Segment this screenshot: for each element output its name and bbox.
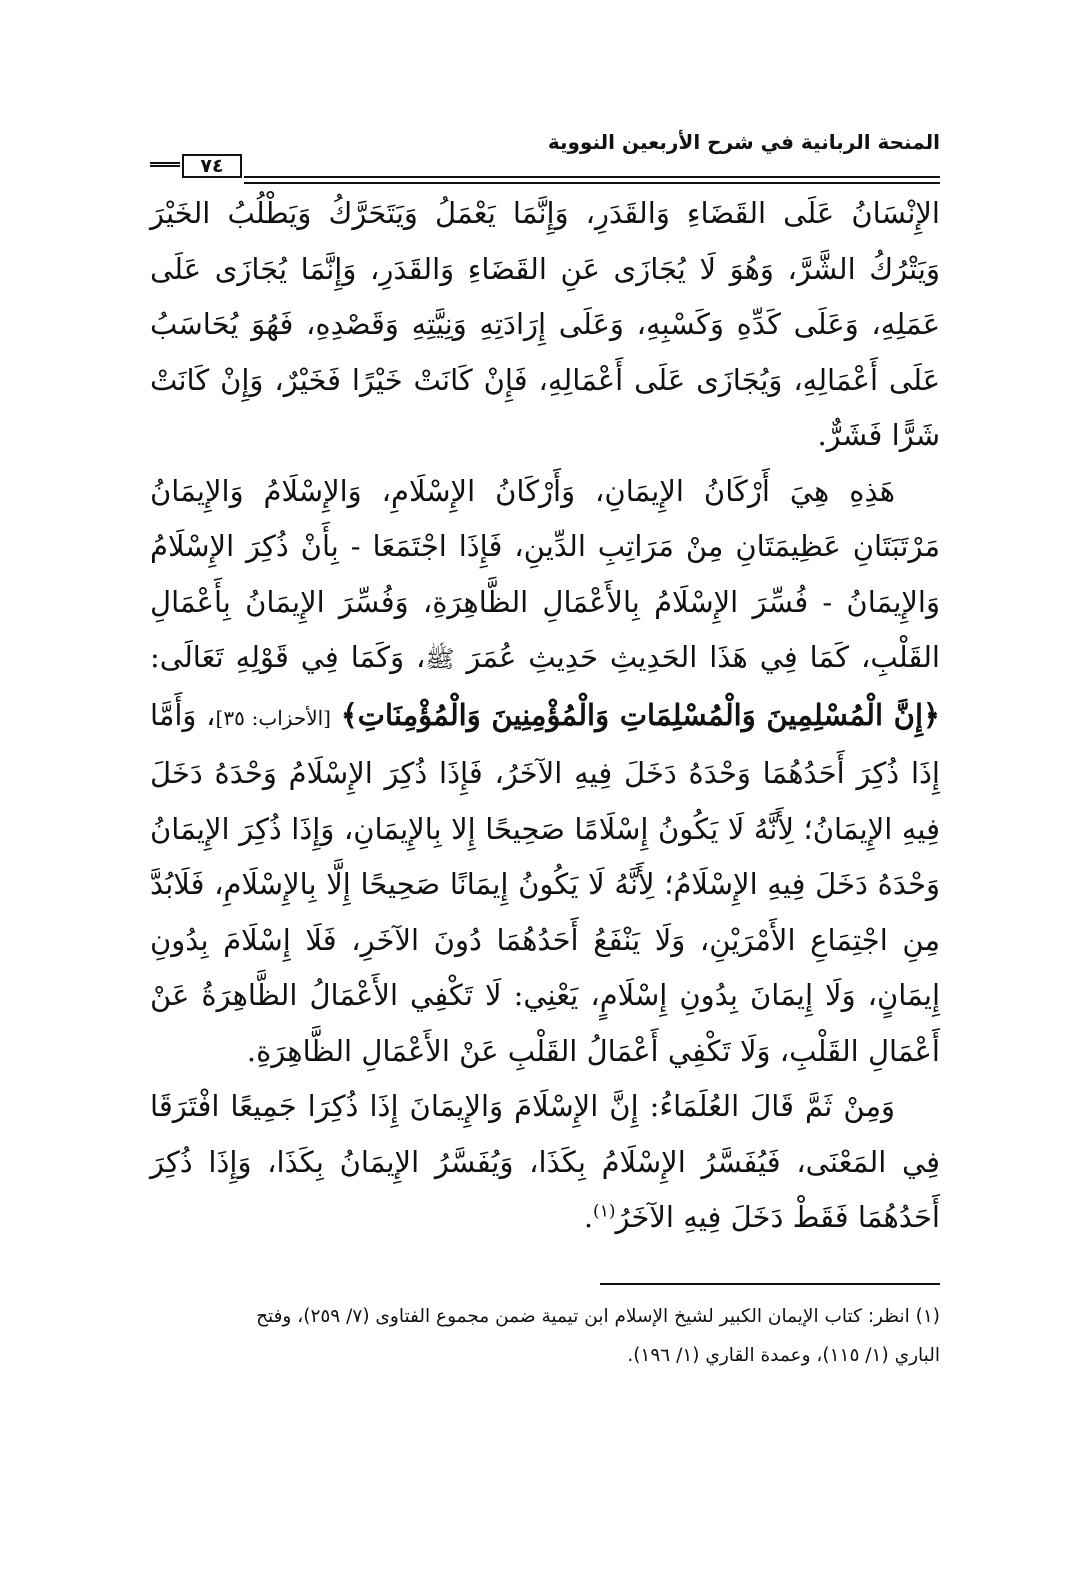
- body-text: [150, 186, 940, 1246]
- running-header: [150, 120, 940, 180]
- paragraph-1: الإِنْسَانُ عَلَى القَضَاءِ وَالقَدَرِ، وَإِنَّمَا يَعْمَلُ وَيَتَحَرَّكُ وَيَطْلُبُ الخَيْرَ وَيَتْرُكُ الشَّرَّ، وَهُوَ لَا يُجَازَى عَنِ القَضَاءِ وَالقَدَرِ، وَإِنَّمَا يُجَازَى عَلَى عَمَلِهِ، وَعَلَى كَدِّهِ وَكَسْبِهِ، وَعَلَى إِرَادَتِهِ وَنِيَّتِهِ وَقَصْدِهِ، فَهُوَ يُحَاسَبُ عَلَى أَعْمَالِهِ، وَيُجَازَى عَلَى أَعْمَالِهِ، فَإِنْ كَانَتْ خَيْرًا فَخَيْرٌ، وَإِنْ كَانَتْ شَرًّا فَشَرٌّ.: [150, 196, 940, 452]
- book-title: المنحة الربانية في شرح الأربعين النووية: [547, 130, 940, 154]
- page-number: ٧٤: [182, 154, 242, 178]
- paragraph-2-text-a: هَذِهِ هِيَ أَرْكَانُ الإِيمَانِ، وَأَرْكَانُ الإِسْلَامِ، وَالإِسْلَامُ وَالإِيمَانُ مَرْتَبَتَانِ عَظِيمَتَانِ مِنْ مَرَاتِبِ الدِّينِ، فَإِذَا اجْتَمَعَا - بِأَنْ ذُكِرَ الإِسْلَامُ وَالإِيمَانُ - فُسِّرَ الإِسْلَامُ بِالأَعْمَالِ الظَّاهِرَةِ، وَفُسِّرَ الإِيمَانُ بِأَعْمَالِ القَلْبِ، كَمَا فِي هَذَا الحَدِيثِ حَدِيثِ عُمَرَ: [150, 473, 940, 674]
- header-double-rule: [244, 176, 940, 184]
- header-rule-row: [150, 154, 940, 184]
- paragraph-2-text-b: ، وَكَمَا فِي قَوْلِهِ تَعَالَى:: [150, 640, 426, 674]
- paragraph-3: [150, 1079, 940, 1246]
- quran-verse: ﴿إِنَّ الْمُسْلِمِينَ وَالْمُسْلِمَاتِ وَالْمُؤْمِنِينَ وَالْمُؤْمِنَاتِ﴾: [340, 697, 940, 732]
- footnotes: [150, 1297, 940, 1375]
- honorific-mark: ﷺ: [425, 645, 455, 673]
- footnote-1-line-2: الباري (١/ ١١٥)، وعمدة القاري (١/ ١٩٦).: [627, 1345, 940, 1366]
- paragraph-2-text-c: ، وَأَمَّا إِذَا ذُكِرَ أَحَدُهُمَا وَحْدَهُ دَخَلَ فِيهِ الآخَرُ، فَإِذَا ذُكِرَ الإِسْلَامُ وَحْدَهُ دَخَلَ فِيهِ الإِيمَانُ؛ لِأَنَّهُ لَا يَكُونُ إِسْلَامًا صَحِيحًا إِلا بِالإِيمَانِ، وَإِذَا ذُكِرَ الإِيمَانُ وَحْدَهُ دَخَلَ فِيهِ الإِسْلَامُ؛ لِأَنَّهُ لَا يَكُونُ إِيمَانًا صَحِيحًا إِلَّا بِالإِسْلَامِ، فَلَابُدَّ مِنِ اجْتِمَاعِ الأَمْرَيْنِ، وَلَا يَنْفَعُ أَحَدُهُمَا دُونَ الآخَرِ، فَلَا إِسْلَامَ بِدُونِ إِيمَانٍ، وَلَا إِيمَانَ بِدُونِ إِسْلَامٍ، يَعْنِي: لَا تَكْفِي الأَعْمَالُ الظَّاهِرَةُ عَنْ أَعْمَالِ القَلْبِ، وَلَا تَكْفِي أَعْمَالُ القَلْبِ عَنْ الأَعْمَالِ الظَّاهِرَةِ.: [150, 697, 940, 1068]
- header-dash-ornament: [150, 162, 180, 167]
- quran-reference: [الأحزاب: ٣٥]: [215, 705, 331, 730]
- paragraph-2: [150, 464, 940, 1080]
- footnote-separator: [600, 1283, 940, 1285]
- paragraph-3-text: وَمِنْ ثَمَّ قَالَ العُلَمَاءُ: إِنَّ الإِسْلَامَ وَالإِيمَانَ إِذَا ذُكِرَا جَمِيعًا افْتَرَقَا فِي المَعْنَى، فَيُفَسَّرُ الإِسْلَامُ بِكَذَا، وَيُفَسَّرُ الإِيمَانُ بِكَذَا، وَإِذَا ذُكِرَ أَحَدُهُمَا فَقَطْ دَخَلَ فِيهِ الآخَرُ: [150, 1089, 940, 1234]
- footnote-1-line-1: (١) انظر: كتاب الإيمان الكبير لشيخ الإسلام ابن تيمية ضمن مجموع الفتاوى (٧/ ٢٥٩)، وفتح: [256, 1306, 940, 1327]
- footnote-marker: (١): [593, 1201, 616, 1222]
- paragraph-3-end: .: [583, 1200, 594, 1234]
